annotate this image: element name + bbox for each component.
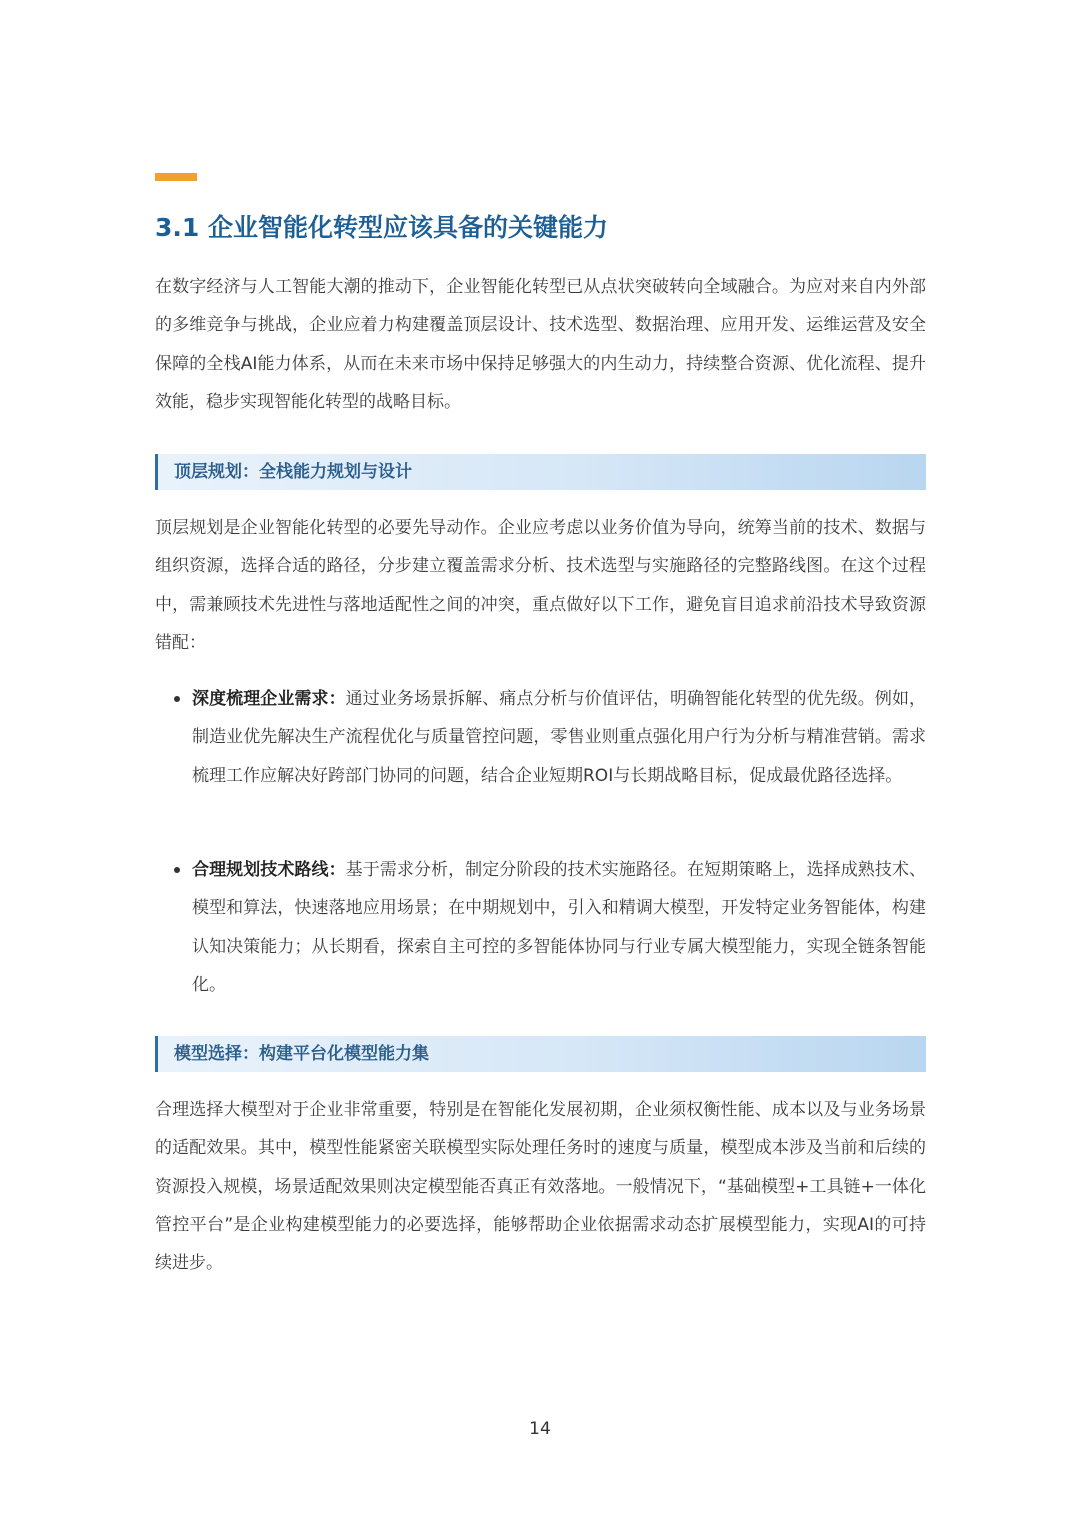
- top-planning-paragraph: 顶层规划是企业智能化转型的必要先导动作。企业应考虑以业务价值为导向，统筹当前的技术、数据与组织资源，选择合适的路径，分步建立覆盖需求分析、技术选型与实施路径的完整路线图。在这个过程中，需兼顾技术先进性与落地适配性之间的冲突，重点做好以下工作，避免盲目追求前沿技术导致资源错配：: [155, 518, 926, 653]
- section-accent-bar: [155, 173, 197, 181]
- bullet-text: 通过业务场景拆解、痛点分析与价值评估，明确智能化转型的优先级。例如，制造业优先解决生产流程优化与质量管控问题，零售业则重点强化用户行为分析与精准营销。需求梳理工作应解决好跨部门协同的问题，结合企业短期ROI与长期战略目标，促成最优路径选择。: [192, 689, 927, 786]
- bullet-label: 合理规划技术路线：: [192, 860, 346, 880]
- subheader-top-planning: [155, 454, 926, 490]
- subheader-top-planning-label: 顶层规划：全栈能力规划与设计: [174, 462, 412, 482]
- bullet-item-tech-route: [192, 851, 926, 1004]
- subheader-model-selection: [155, 1036, 926, 1072]
- bullet-dot-icon: [174, 867, 180, 873]
- intro-paragraph: 在数字经济与人工智能大潮的推动下，企业智能化转型已从点状突破转向全域融合。为应对来自内外部的多维竞争与挑战，企业应着力构建覆盖顶层设计、技术选型、数据治理、应用开发、运维运营及安全保障的全栈AI能力体系，从而在未来市场中保持足够强大的内生动力，持续整合资源、优化流程、提升效能，稳步实现智能化转型的战略目标。: [155, 277, 926, 412]
- bullet-label: 深度梳理企业需求：: [192, 689, 346, 709]
- section-title: 3.1 企业智能化转型应该具备的关键能力: [155, 213, 608, 242]
- bullet-item-requirements: [192, 680, 926, 795]
- model-selection-paragraph: 合理选择大模型对于企业非常重要，特别是在智能化发展初期，企业须权衡性能、成本以及与业务场景的适配效果。其中，模型性能紧密关联模型实际处理任务时的速度与质量，模型成本涉及当前和后续的资源投入规模，场景适配效果则决定模型能否真正有效落地。一般情况下，“基础模型+工具链+一体化管控平台”是企业构建模型能力的必要选择，能够帮助企业依据需求动态扩展模型能力，实现AI的可持续进步。: [155, 1100, 926, 1274]
- bullet-text: 基于需求分析，制定分阶段的技术实施路径。在短期策略上，选择成熟技术、模型和算法，快速落地应用场景；在中期规划中，引入和精调大模型，开发特定业务智能体，构建认知决策能力；从长期看，探索自主可控的多智能体协同与行业专属大模型能力，实现全链条智能化。: [192, 860, 927, 995]
- subheader-model-selection-label: 模型选择：构建平台化模型能力集: [174, 1044, 429, 1064]
- bullet-dot-icon: [174, 696, 180, 702]
- page-number: 14: [529, 1419, 551, 1439]
